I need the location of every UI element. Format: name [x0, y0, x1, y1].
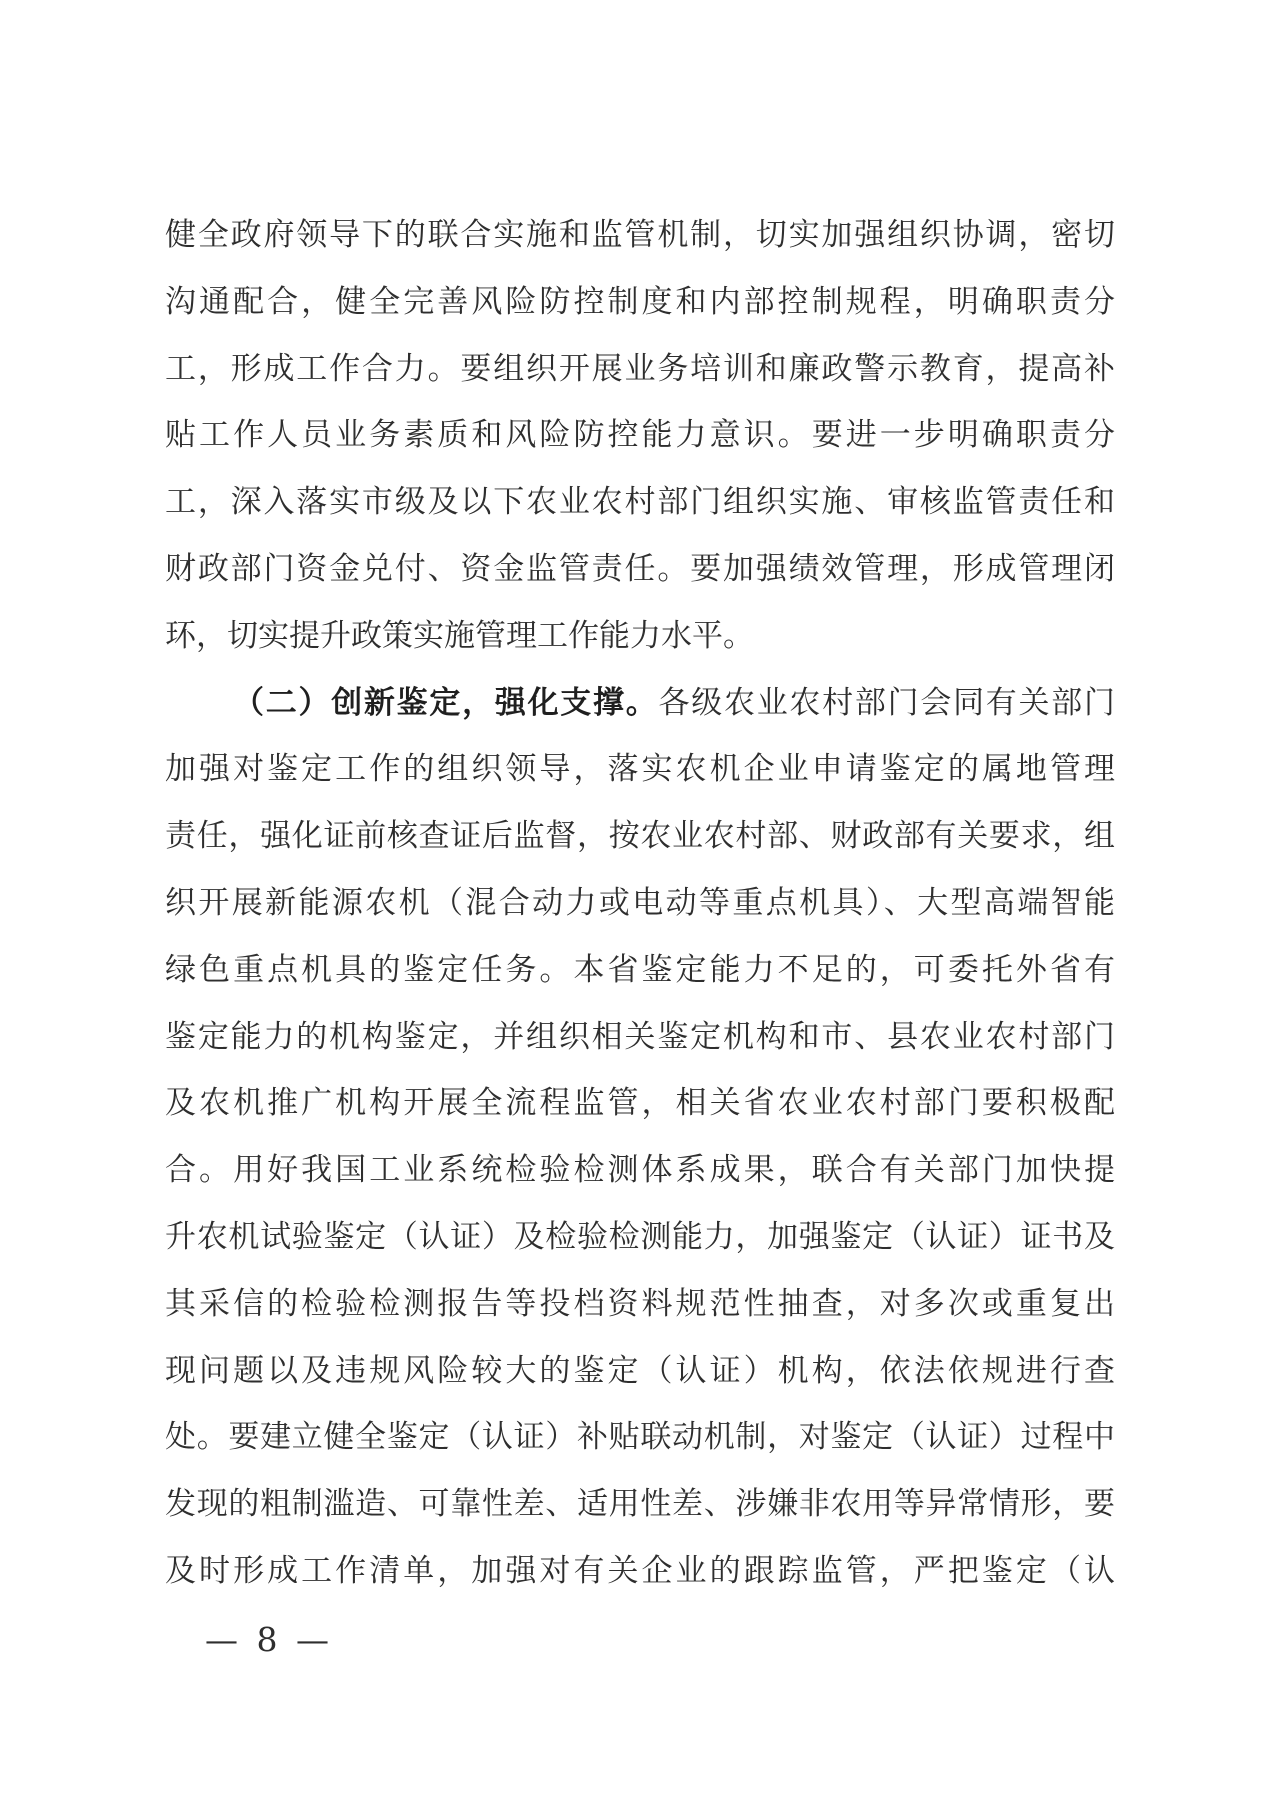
text-line — [165, 937, 1115, 1004]
text-segment: 沟通配合，健全完善风险防控制度和内部控制规程，明确职责分 — [165, 283, 1115, 320]
text-segment: 绿色重点机具的鉴定任务。本省鉴定能力不足的，可委托外省有 — [165, 951, 1115, 988]
text-segment: 工，形成工作合力。要组织开展业务培训和廉政警示教育，提高补 — [165, 350, 1115, 387]
text-segment: 贴工作人员业务素质和风险防控能力意识。要进一步明确职责分 — [165, 417, 1115, 454]
body-text-block — [165, 202, 1115, 1605]
text-line — [165, 1070, 1115, 1137]
text-segment: 处。要建立健全鉴定（认证）补贴联动机制，对鉴定（认证）过程中 — [165, 1419, 1115, 1456]
text-line — [165, 536, 1115, 603]
text-segment: 财政部门资金兑付、资金监管责任。要加强绩效管理，形成管理闭 — [165, 550, 1115, 587]
text-line — [165, 202, 1115, 269]
text-line — [165, 803, 1115, 870]
text-line — [165, 870, 1115, 937]
text-line — [165, 269, 1115, 336]
text-line — [165, 336, 1115, 403]
text-segment: 各级农业农村部门会同有关部门 — [658, 684, 1115, 721]
text-segment: 合。用好我国工业系统检验检测体系成果，联合有关部门加快提 — [165, 1152, 1115, 1189]
text-line — [165, 1538, 1115, 1605]
text-line — [165, 736, 1115, 803]
text-segment: 及农机推广机构开展全流程监管，相关省农业农村部门要积极配 — [165, 1085, 1115, 1122]
text-segment: 升农机试验鉴定（认证）及检验检测能力，加强鉴定（认证）证书及 — [165, 1218, 1115, 1255]
text-line — [165, 469, 1115, 536]
text-line — [165, 1004, 1115, 1071]
text-segment: 织开展新能源农机（混合动力或电动等重点机具）、大型高端智能 — [165, 884, 1115, 921]
text-segment: 其采信的检验检测报告等投档资料规范性抽查，对多次或重复出 — [165, 1285, 1115, 1322]
text-line — [165, 1204, 1115, 1271]
text-segment: 及时形成工作清单，加强对有关企业的跟踪监管，严把鉴定（认 — [165, 1552, 1115, 1589]
section-heading-bold: （二）创新鉴定，强化支撑。 — [233, 684, 659, 721]
text-line — [165, 1137, 1115, 1204]
text-segment: 鉴定能力的机构鉴定，并组织相关鉴定机构和市、县农业农村部门 — [165, 1018, 1115, 1055]
text-segment: 现问题以及违规风险较大的鉴定（认证）机构，依法依规进行查 — [165, 1352, 1115, 1389]
text-segment: 发现的粗制滥造、可靠性差、适用性差、涉嫌非农用等异常情形，要 — [165, 1486, 1115, 1523]
paragraph-heading-line — [165, 670, 1115, 737]
text-line — [165, 1471, 1115, 1538]
text-line — [165, 402, 1115, 469]
text-line — [165, 1271, 1115, 1338]
text-segment: 工，深入落实市级及以下农业农村部门组织实施、审核监管责任和 — [165, 484, 1115, 521]
text-line — [165, 1338, 1115, 1405]
text-segment: 加强对鉴定工作的组织领导，落实农机企业申请鉴定的属地管理 — [165, 751, 1115, 788]
text-segment: 环，切实提升政策实施管理工作能力水平。 — [165, 617, 754, 654]
text-line — [165, 1404, 1115, 1471]
text-segment: 健全政府领导下的联合实施和监管机制，切实加强组织协调，密切 — [165, 217, 1115, 253]
page-number: — 8 — — [205, 1620, 333, 1659]
text-line — [165, 603, 1115, 670]
text-segment: 责任，强化证前核查证后监督，按农业农村部、财政部有关要求，组 — [165, 818, 1115, 855]
